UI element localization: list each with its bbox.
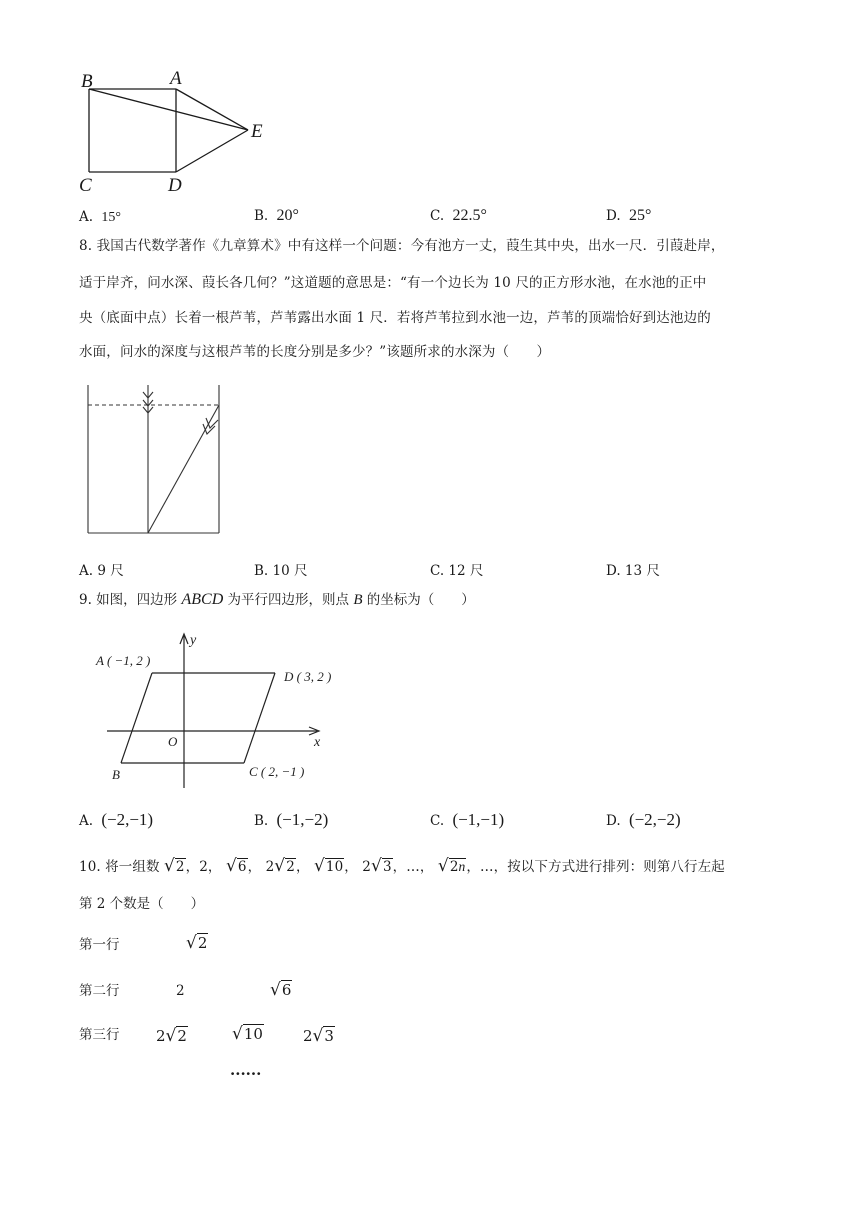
- q10-two: 2: [199, 859, 208, 875]
- q9-origin: O: [168, 734, 178, 749]
- q7-option-b: [254, 207, 299, 225]
- ellipsis: …: [479, 859, 494, 875]
- q8-option-d: D. 13 尺: [606, 563, 660, 579]
- q7-label-a: A: [170, 68, 182, 89]
- q9-label-a: A ( −1, 2 ): [96, 653, 151, 668]
- row3-sqrt-10: √10: [232, 1024, 263, 1044]
- sep: ，: [247, 859, 262, 875]
- q9-option-b-letter: B.: [254, 813, 269, 829]
- q8-figure: [82, 380, 227, 538]
- q7-option-c-letter: C.: [430, 208, 445, 224]
- q7-option-d-letter: D.: [606, 208, 621, 224]
- q7-option-b-value: 20°: [276, 207, 299, 224]
- q9-axis-x: x: [314, 735, 321, 750]
- q10-stem-line-2: 第 2 个数是（ ）: [79, 896, 205, 912]
- q7-label-b: B: [81, 71, 93, 92]
- q7-option-a: [79, 209, 121, 226]
- sep: ，: [466, 859, 480, 875]
- sep: ，: [295, 859, 310, 875]
- row2-sqrt-6: √6: [270, 980, 292, 1000]
- q8-option-b: B. 10 尺: [254, 563, 308, 579]
- q7-option-d-value: 25°: [628, 207, 652, 224]
- q8-line-3: 央（底面中点）长着一根芦苇，芦苇露出水面 1 尺．若将芦苇拉到水池一边，芦苇的顶端恰好到达池边的: [79, 310, 711, 326]
- q7-option-d: [606, 207, 651, 225]
- q9-stem: [79, 590, 475, 610]
- q7-option-c-value: 22.5°: [452, 207, 487, 224]
- sqrt-2n: √2n: [437, 856, 466, 876]
- sep: ，: [344, 859, 358, 875]
- q9-option-a-value: (−2,−1): [101, 810, 154, 829]
- q10-stem-line-1: [79, 856, 725, 877]
- q9-option-d-letter: D.: [606, 813, 621, 829]
- ellipsis: …: [406, 859, 420, 875]
- q7-option-a-value: 15°: [101, 210, 121, 225]
- q9-axis-y: y: [190, 633, 197, 648]
- q8-line-4: 水面，问水的深度与这根芦苇的长度分别是多少？”该题所求的水深为（ ）: [79, 344, 551, 360]
- q7-option-a-letter: A.: [79, 209, 94, 225]
- two-sqrt-3: 2√3: [362, 856, 392, 876]
- q7-label-d: D: [168, 175, 182, 196]
- q9-option-a: [79, 810, 153, 830]
- sqrt-6: √6: [225, 856, 247, 876]
- q8-line-1: 8. 我国古代数学著作《九章算术》中有这样一个问题：今有池方一丈，葭生其中央，出水一尺．引葭赴岸，: [79, 238, 725, 254]
- sqrt-10: √10: [313, 856, 344, 876]
- row3-label: 第三行: [79, 1027, 120, 1043]
- q9-option-d-value: (−2,−2): [628, 810, 681, 829]
- q9-option-c-letter: C.: [430, 813, 445, 829]
- q9-prefix: 9. 如图，四边形: [79, 592, 182, 608]
- q7-figure: [76, 62, 276, 198]
- q9-label-d: D ( 3, 2 ): [284, 669, 332, 684]
- q9-option-a-letter: A.: [79, 813, 94, 829]
- q9-label-b: B: [112, 767, 120, 782]
- row1-sqrt-2: √2: [186, 933, 208, 953]
- row2-two: 2: [176, 983, 185, 999]
- q9-suffix: 的坐标为（ ）: [362, 592, 475, 608]
- q9-point: B: [353, 592, 363, 608]
- q9-option-c: [430, 810, 504, 830]
- q7-label-c: C: [79, 175, 92, 196]
- q9-option-b-value: (−1,−2): [276, 810, 329, 829]
- sep: ，: [392, 859, 407, 875]
- sqrt-2: √2: [163, 856, 185, 876]
- sep: ，: [185, 859, 200, 875]
- row-dots: ......: [230, 1061, 262, 1079]
- q9-mid: 为平行四边形，则点: [223, 592, 354, 608]
- q7-label-e: E: [251, 121, 263, 142]
- sep: ，: [419, 859, 434, 875]
- q9-option-b: [254, 810, 328, 830]
- row1-label: 第一行: [79, 937, 120, 953]
- q9-quad-name: ABCD: [181, 591, 224, 608]
- q7-option-b-letter: B.: [254, 208, 269, 224]
- q9-label-c: C ( 2, −1 ): [249, 764, 305, 779]
- sep: ，: [207, 859, 222, 875]
- q8-option-c: C. 12 尺: [430, 563, 484, 579]
- row2-label: 第二行: [79, 983, 120, 999]
- q8-option-a: A. 9 尺: [79, 563, 124, 579]
- q9-figure: [92, 628, 342, 793]
- q10-suffix: ，按以下方式进行排列：则第八行左起: [493, 859, 725, 875]
- q9-option-c-value: (−1,−1): [452, 810, 505, 829]
- q7-option-c: [430, 207, 487, 225]
- q9-option-d: [606, 810, 681, 830]
- row3-two-sqrt-3: 2√3: [303, 1026, 334, 1046]
- q10-prefix: 10. 将一组数: [79, 859, 160, 875]
- row3-two-sqrt-2: 2√2: [156, 1026, 187, 1046]
- q8-line-2: 适于岸齐，问水深、葭长各几何？”这道题的意思是：“有一个边长为 10 尺的正方形水池，在水池的正中: [79, 275, 707, 291]
- two-sqrt-2: 2√2: [265, 856, 295, 876]
